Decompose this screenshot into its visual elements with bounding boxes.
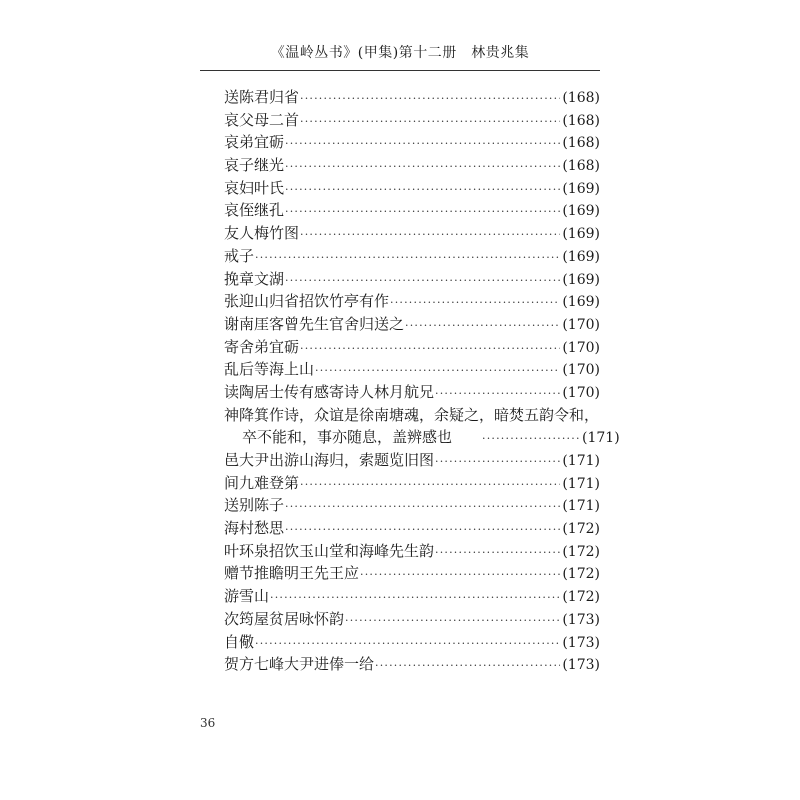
toc-entry-title: 哀妇叶氏	[224, 178, 285, 197]
toc-entry-page: (171)	[562, 453, 600, 469]
toc-entry	[224, 381, 600, 404]
toc-entry-title: 叶环泉招饮玉山堂和海峰先生韵	[224, 541, 435, 560]
toc-entry-title: 寄舍弟宜砺	[224, 337, 300, 356]
toc-entry-title: 神降箕作诗，众谊是徐南塘魂，余疑之，暗焚五韵令和，	[224, 405, 600, 424]
toc-entry	[224, 608, 600, 631]
dot-leader	[435, 546, 560, 559]
toc-entry-title: 贺方七峰大尹进俸一给	[224, 655, 375, 674]
toc-entry-page: (171)	[562, 475, 600, 492]
toc-entry	[224, 472, 600, 495]
dot-leader	[285, 137, 560, 150]
dot-leader	[345, 614, 560, 627]
header-rule	[200, 70, 600, 71]
toc-entry-page: (169)	[562, 203, 600, 220]
dot-leader	[360, 568, 560, 581]
toc-entry-page: (169)	[562, 180, 600, 197]
toc-entry-page: (168)	[562, 135, 600, 152]
toc-entry-title: 读陶居士传有感寄诗人林月航兄	[224, 382, 435, 401]
toc-entry-title: 哀侄继孔	[224, 201, 285, 220]
toc-entry-title-continued: 卒不能和，事亦随息，盖辨感也	[242, 428, 453, 447]
running-header: 《温岭丛书》(甲集)第十二册 林贵兆集	[270, 45, 530, 61]
toc-entry-title: 挽章文湖	[224, 269, 285, 288]
dot-leader	[435, 387, 560, 400]
toc-entry-title: 海村愁思	[224, 519, 285, 538]
toc-entry	[224, 358, 600, 381]
toc-entry	[224, 109, 600, 132]
toc-entry-page: (173)	[562, 657, 600, 674]
toc-entry-multiline-first	[224, 404, 600, 427]
dot-leader	[255, 251, 560, 264]
page-number: 36	[200, 716, 216, 730]
toc-entry	[224, 222, 600, 245]
toc-entry-page: (172)	[562, 566, 600, 583]
toc-entry	[224, 494, 600, 517]
toc-entry-page: (168)	[562, 158, 600, 175]
toc-entry-title: 戒子	[224, 246, 255, 265]
toc-entry	[224, 268, 600, 291]
toc-entry-page: (172)	[562, 543, 600, 560]
dot-leader	[285, 500, 560, 513]
toc-entry-title: 赠节推瞻明王先王应	[224, 564, 360, 583]
dot-leader	[300, 115, 560, 128]
toc-entry	[224, 336, 600, 359]
toc-entry-page: (173)	[562, 611, 600, 628]
toc-entry	[224, 540, 600, 563]
dot-leader	[300, 228, 560, 241]
toc-entry-page: (172)	[562, 589, 600, 606]
toc-entry-page: (171)	[582, 430, 620, 447]
dot-leader	[300, 342, 560, 355]
dot-leader	[300, 92, 560, 105]
toc-entry-page: (169)	[562, 226, 600, 243]
toc-entry-page: (172)	[562, 521, 600, 538]
toc-entry-page: (169)	[562, 248, 600, 265]
toc-entry	[224, 631, 600, 654]
dot-leader	[405, 319, 560, 332]
toc-entry-title: 乱后等海上山	[224, 360, 315, 379]
dot-leader	[285, 205, 560, 218]
toc-entry	[224, 517, 600, 540]
dot-leader	[300, 478, 560, 491]
toc-entry-page: (169)	[562, 271, 600, 288]
dot-leader	[482, 432, 580, 445]
dot-leader	[285, 274, 560, 287]
dot-leader	[270, 591, 560, 604]
toc-entry	[224, 245, 600, 268]
toc-entry-title: 次筠屋贫居咏怀韵	[224, 609, 345, 628]
toc-entry-title: 谢南厓客曾先生官舍归送之	[224, 314, 405, 333]
toc-entry-page: (170)	[562, 339, 600, 356]
toc-entry-page: (169)	[562, 294, 600, 311]
toc-entry-title: 送陈君归省	[224, 88, 300, 106]
dot-leader	[315, 364, 560, 377]
toc-entry	[224, 154, 600, 177]
toc-entry-title: 张迎山归省招饮竹亭有作	[224, 292, 390, 311]
dot-leader	[390, 296, 560, 309]
toc-entry	[224, 131, 600, 154]
dot-leader	[435, 455, 560, 468]
toc-entry	[224, 585, 600, 608]
dot-leader	[285, 523, 560, 536]
toc-entry	[224, 290, 600, 313]
toc-entry-multiline-second	[224, 426, 620, 449]
toc-entry-title: 游雪山	[224, 587, 270, 606]
toc-entry	[224, 199, 600, 222]
toc-entry-page: (168)	[562, 90, 600, 106]
toc-entry	[224, 86, 600, 109]
toc-entry	[224, 653, 600, 676]
toc-entry-title: 哀父母二首	[224, 110, 300, 129]
toc-entry-title: 间九难登第	[224, 473, 300, 492]
dot-leader	[375, 659, 560, 672]
toc-entry-title: 友人梅竹图	[224, 224, 300, 243]
toc-entry-title: 送别陈子	[224, 496, 285, 515]
table-of-contents	[224, 86, 620, 676]
toc-entry-page: (170)	[562, 384, 600, 401]
toc-entry-page: (170)	[562, 316, 600, 333]
toc-entry	[224, 562, 600, 585]
toc-entry-page: (173)	[562, 634, 600, 651]
toc-entry-title: 哀弟宜砺	[224, 133, 285, 152]
toc-entry-page: (170)	[562, 362, 600, 379]
toc-entry	[224, 313, 600, 336]
dot-leader	[285, 183, 560, 196]
toc-entry	[224, 449, 600, 472]
toc-entry-page: (171)	[562, 498, 600, 515]
dot-leader	[285, 160, 560, 173]
toc-entry-title: 邑大尹出游山海归，索题览旧图	[224, 451, 435, 469]
dot-leader	[255, 637, 560, 650]
toc-entry-title: 自儆	[224, 632, 255, 651]
toc-entry-page: (168)	[562, 112, 600, 129]
toc-entry-title: 哀子继光	[224, 156, 285, 175]
toc-entry	[224, 177, 600, 200]
